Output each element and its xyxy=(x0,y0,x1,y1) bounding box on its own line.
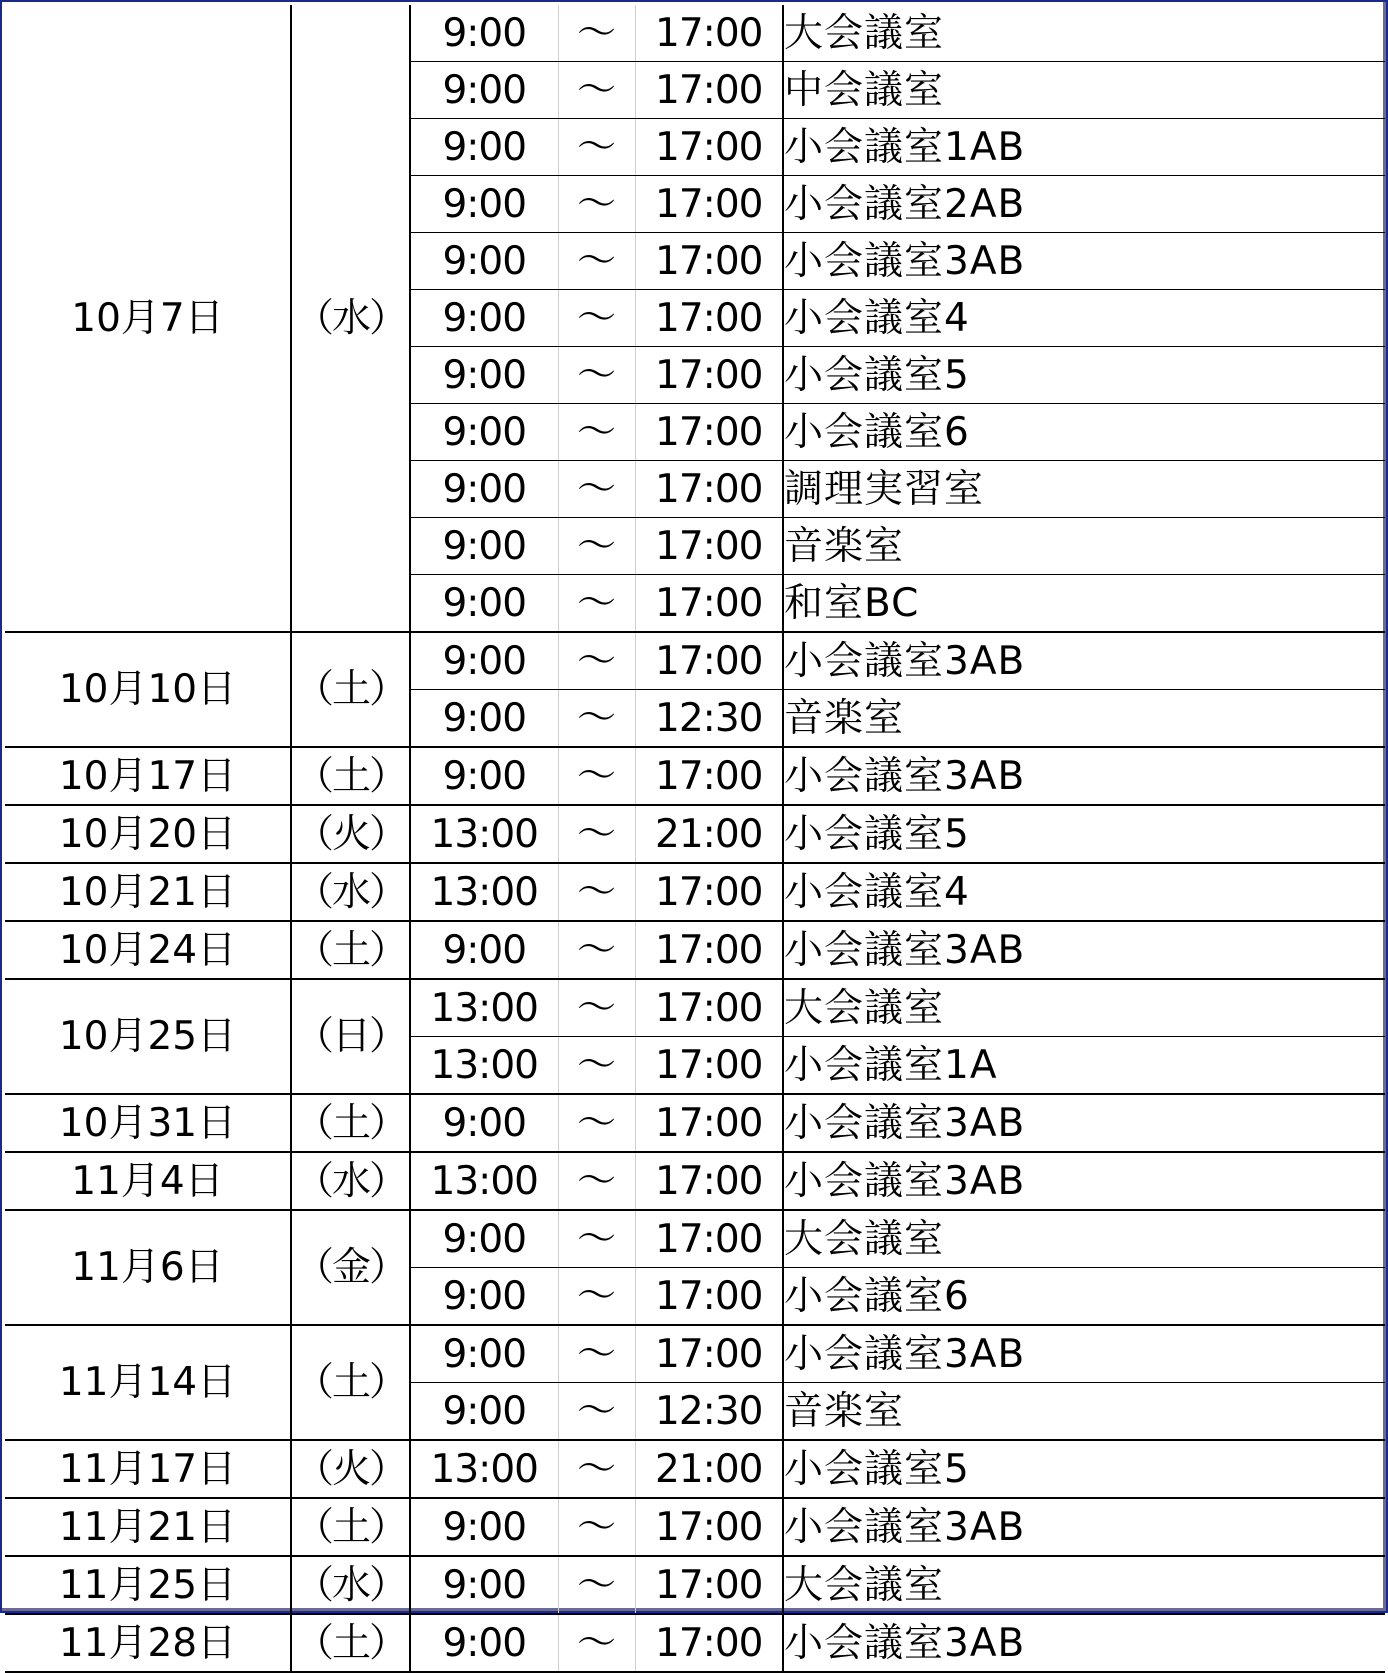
room-cell: 大会議室 xyxy=(783,979,1385,1037)
tilde-cell: 〜 xyxy=(558,461,635,518)
weekday-cell: （水） xyxy=(291,1152,410,1210)
start-time-cell: 9:00 xyxy=(410,632,558,690)
table-row xyxy=(5,1556,1385,1614)
room-cell: 小会議室4 xyxy=(783,290,1385,347)
date-cell: 11月4日 xyxy=(5,1152,291,1210)
date-cell: 10月7日 xyxy=(5,5,291,632)
table-row xyxy=(5,805,1385,863)
end-time-cell: 17:00 xyxy=(635,632,783,690)
table-row xyxy=(5,1498,1385,1556)
weekday-cell: （日） xyxy=(291,979,410,1094)
schedule-body xyxy=(5,5,1385,1672)
table-row xyxy=(5,1152,1385,1210)
table-row xyxy=(5,863,1385,921)
table-row xyxy=(5,979,1385,1037)
end-time-cell: 17:00 xyxy=(635,1094,783,1152)
start-time-cell: 9:00 xyxy=(410,1383,558,1441)
weekday-cell: （土） xyxy=(291,632,410,747)
start-time-cell: 9:00 xyxy=(410,921,558,979)
date-cell: 10月10日 xyxy=(5,632,291,747)
room-cell: 小会議室6 xyxy=(783,404,1385,461)
weekday-cell: （金） xyxy=(291,1210,410,1325)
room-cell: 小会議室3AB xyxy=(783,1498,1385,1556)
start-time-cell: 9:00 xyxy=(410,290,558,347)
start-time-cell: 13:00 xyxy=(410,1440,558,1498)
start-time-cell: 9:00 xyxy=(410,233,558,290)
start-time-cell: 9:00 xyxy=(410,1325,558,1383)
end-time-cell: 17:00 xyxy=(635,1614,783,1672)
start-time-cell: 9:00 xyxy=(410,1498,558,1556)
end-time-cell: 12:30 xyxy=(635,1383,783,1441)
tilde-cell: 〜 xyxy=(558,979,635,1037)
room-cell: 小会議室3AB xyxy=(783,1325,1385,1383)
room-cell: 中会議室 xyxy=(783,62,1385,119)
start-time-cell: 9:00 xyxy=(410,404,558,461)
end-time-cell: 17:00 xyxy=(635,1498,783,1556)
end-time-cell: 17:00 xyxy=(635,176,783,233)
tilde-cell: 〜 xyxy=(558,1268,635,1326)
tilde-cell: 〜 xyxy=(558,863,635,921)
tilde-cell: 〜 xyxy=(558,233,635,290)
start-time-cell: 9:00 xyxy=(410,747,558,805)
room-cell: 音楽室 xyxy=(783,518,1385,575)
end-time-cell: 17:00 xyxy=(635,347,783,404)
tilde-cell: 〜 xyxy=(558,921,635,979)
date-cell: 11月6日 xyxy=(5,1210,291,1325)
room-cell: 小会議室3AB xyxy=(783,747,1385,805)
room-cell: 小会議室1AB xyxy=(783,119,1385,176)
room-cell: 小会議室4 xyxy=(783,863,1385,921)
start-time-cell: 13:00 xyxy=(410,1152,558,1210)
end-time-cell: 17:00 xyxy=(635,119,783,176)
end-time-cell: 17:00 xyxy=(635,62,783,119)
weekday-cell: （土） xyxy=(291,921,410,979)
start-time-cell: 13:00 xyxy=(410,1037,558,1095)
tilde-cell: 〜 xyxy=(558,1383,635,1441)
tilde-cell: 〜 xyxy=(558,404,635,461)
table-row xyxy=(5,1210,1385,1268)
room-cell: 和室BC xyxy=(783,575,1385,633)
end-time-cell: 17:00 xyxy=(635,1152,783,1210)
start-time-cell: 9:00 xyxy=(410,119,558,176)
start-time-cell: 9:00 xyxy=(410,1210,558,1268)
tilde-cell: 〜 xyxy=(558,1556,635,1614)
weekday-cell: （土） xyxy=(291,1498,410,1556)
weekday-cell: （水） xyxy=(291,863,410,921)
table-row xyxy=(5,1094,1385,1152)
date-cell: 10月25日 xyxy=(5,979,291,1094)
start-time-cell: 13:00 xyxy=(410,863,558,921)
tilde-cell: 〜 xyxy=(558,176,635,233)
end-time-cell: 17:00 xyxy=(635,1556,783,1614)
start-time-cell: 9:00 xyxy=(410,5,558,62)
start-time-cell: 9:00 xyxy=(410,1556,558,1614)
weekday-cell: （土） xyxy=(291,747,410,805)
tilde-cell: 〜 xyxy=(558,747,635,805)
end-time-cell: 17:00 xyxy=(635,404,783,461)
room-cell: 大会議室 xyxy=(783,5,1385,62)
end-time-cell: 17:00 xyxy=(635,1268,783,1326)
end-time-cell: 17:00 xyxy=(635,1037,783,1095)
date-cell: 10月20日 xyxy=(5,805,291,863)
table-row xyxy=(5,1614,1385,1672)
end-time-cell: 17:00 xyxy=(635,233,783,290)
tilde-cell: 〜 xyxy=(558,5,635,62)
date-cell: 11月25日 xyxy=(5,1556,291,1614)
date-cell: 10月21日 xyxy=(5,863,291,921)
tilde-cell: 〜 xyxy=(558,1498,635,1556)
end-time-cell: 17:00 xyxy=(635,290,783,347)
end-time-cell: 17:00 xyxy=(635,575,783,633)
end-time-cell: 17:00 xyxy=(635,518,783,575)
start-time-cell: 9:00 xyxy=(410,518,558,575)
tilde-cell: 〜 xyxy=(558,575,635,633)
table-row xyxy=(5,5,1385,62)
end-time-cell: 17:00 xyxy=(635,921,783,979)
tilde-cell: 〜 xyxy=(558,805,635,863)
room-cell: 小会議室2AB xyxy=(783,176,1385,233)
room-cell: 小会議室3AB xyxy=(783,921,1385,979)
end-time-cell: 17:00 xyxy=(635,979,783,1037)
start-time-cell: 9:00 xyxy=(410,1268,558,1326)
tilde-cell: 〜 xyxy=(558,1440,635,1498)
room-cell: 小会議室3AB xyxy=(783,1152,1385,1210)
room-cell: 小会議室5 xyxy=(783,1440,1385,1498)
start-time-cell: 9:00 xyxy=(410,461,558,518)
start-time-cell: 9:00 xyxy=(410,176,558,233)
date-cell: 10月17日 xyxy=(5,747,291,805)
end-time-cell: 21:00 xyxy=(635,1440,783,1498)
start-time-cell: 13:00 xyxy=(410,979,558,1037)
end-time-cell: 21:00 xyxy=(635,805,783,863)
weekday-cell: （火） xyxy=(291,805,410,863)
end-time-cell: 12:30 xyxy=(635,690,783,748)
end-time-cell: 17:00 xyxy=(635,747,783,805)
date-cell: 11月28日 xyxy=(5,1614,291,1672)
start-time-cell: 9:00 xyxy=(410,1614,558,1672)
end-time-cell: 17:00 xyxy=(635,5,783,62)
start-time-cell: 9:00 xyxy=(410,347,558,404)
end-time-cell: 17:00 xyxy=(635,1325,783,1383)
tilde-cell: 〜 xyxy=(558,1614,635,1672)
weekday-cell: （土） xyxy=(291,1094,410,1152)
date-cell: 10月24日 xyxy=(5,921,291,979)
room-cell: 小会議室3AB xyxy=(783,632,1385,690)
date-cell: 11月14日 xyxy=(5,1325,291,1440)
tilde-cell: 〜 xyxy=(558,632,635,690)
tilde-cell: 〜 xyxy=(558,290,635,347)
start-time-cell: 13:00 xyxy=(410,805,558,863)
weekday-cell: （土） xyxy=(291,1614,410,1672)
room-cell: 調理実習室 xyxy=(783,461,1385,518)
tilde-cell: 〜 xyxy=(558,1094,635,1152)
table-row xyxy=(5,1440,1385,1498)
tilde-cell: 〜 xyxy=(558,1325,635,1383)
end-time-cell: 17:00 xyxy=(635,863,783,921)
weekday-cell: （火） xyxy=(291,1440,410,1498)
date-cell: 10月31日 xyxy=(5,1094,291,1152)
room-cell: 小会議室3AB xyxy=(783,233,1385,290)
room-cell: 音楽室 xyxy=(783,690,1385,748)
tilde-cell: 〜 xyxy=(558,1037,635,1095)
tilde-cell: 〜 xyxy=(558,347,635,404)
room-cell: 小会議室3AB xyxy=(783,1614,1385,1672)
tilde-cell: 〜 xyxy=(558,119,635,176)
start-time-cell: 9:00 xyxy=(410,575,558,633)
room-cell: 大会議室 xyxy=(783,1556,1385,1614)
room-cell: 音楽室 xyxy=(783,1383,1385,1441)
date-cell: 11月21日 xyxy=(5,1498,291,1556)
weekday-cell: （土） xyxy=(291,1325,410,1440)
table-row xyxy=(5,747,1385,805)
room-cell: 小会議室3AB xyxy=(783,1094,1385,1152)
table-row xyxy=(5,921,1385,979)
room-cell: 小会議室1A xyxy=(783,1037,1385,1095)
room-cell: 小会議室6 xyxy=(783,1268,1385,1326)
start-time-cell: 9:00 xyxy=(410,690,558,748)
room-cell: 小会議室5 xyxy=(783,805,1385,863)
tilde-cell: 〜 xyxy=(558,690,635,748)
end-time-cell: 17:00 xyxy=(635,461,783,518)
room-cell: 小会議室5 xyxy=(783,347,1385,404)
tilde-cell: 〜 xyxy=(558,518,635,575)
room-cell: 大会議室 xyxy=(783,1210,1385,1268)
schedule-table xyxy=(5,5,1385,1673)
end-time-cell: 17:00 xyxy=(635,1210,783,1268)
start-time-cell: 9:00 xyxy=(410,1094,558,1152)
weekday-cell: （水） xyxy=(291,5,410,632)
start-time-cell: 9:00 xyxy=(410,62,558,119)
date-cell: 11月17日 xyxy=(5,1440,291,1498)
tilde-cell: 〜 xyxy=(558,1210,635,1268)
table-row xyxy=(5,632,1385,690)
table-row xyxy=(5,1325,1385,1383)
tilde-cell: 〜 xyxy=(558,62,635,119)
weekday-cell: （水） xyxy=(291,1556,410,1614)
tilde-cell: 〜 xyxy=(558,1152,635,1210)
